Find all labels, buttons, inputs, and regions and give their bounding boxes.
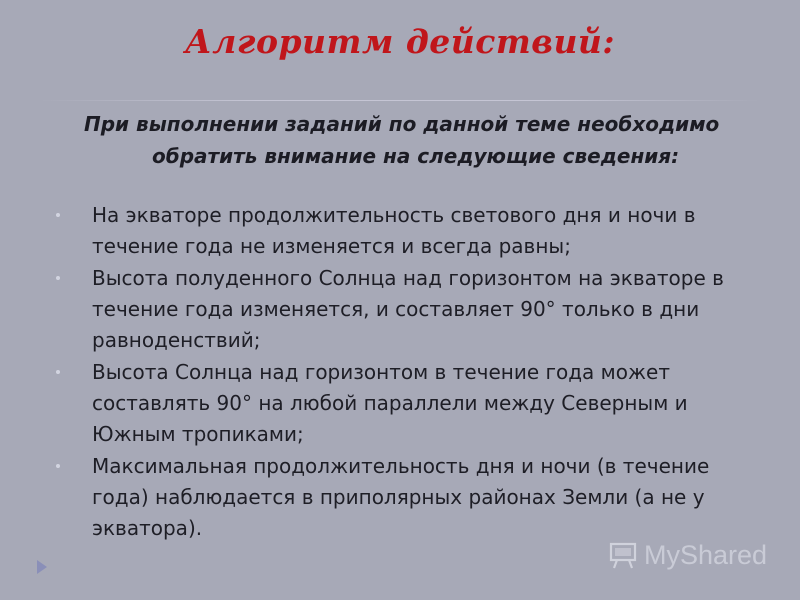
bullet-item [48, 451, 768, 544]
bullet-item [48, 263, 768, 356]
watermark-text: MyShared [644, 539, 768, 570]
subtitle-line-1: При выполнении заданий по данной теме необходимо [84, 112, 720, 136]
bullet-dot-icon [56, 276, 60, 280]
bullet-text: Высота Солнца над горизонтом в течение года может составлять 90° на любой параллели между Северным и Южным тропиками; [92, 360, 688, 446]
next-slide-arrow-icon[interactable] [37, 560, 47, 574]
bullet-item [48, 357, 768, 450]
bullet-text: Высота полуденного Солнца над горизонтом на экваторе в течение года изменяется, и составляет 90° только в дни равноденствий; [92, 266, 724, 352]
presentation-board-icon [608, 540, 638, 570]
watermark-logo [608, 538, 767, 572]
bullet-dot-icon [56, 370, 60, 374]
slide-title: Алгоритм действий: [184, 22, 616, 61]
bullet-dot-icon [56, 213, 60, 217]
bullet-dot-icon [56, 464, 60, 468]
bullet-text: На экваторе продолжительность светового дня и ночи в течение года не изменяется и всегда равны; [92, 203, 696, 258]
bullet-text: Максимальная продолжительность дня и ночи (в течение года) наблюдается в приполярных районах Земли (а не у экватора). [92, 454, 710, 540]
subtitle-line-2: обратить внимание на следующие сведения: [152, 144, 680, 168]
title-divider [40, 100, 760, 101]
bullet-list [48, 200, 768, 545]
slide-subtitle [60, 108, 760, 172]
bullet-item [48, 200, 768, 262]
